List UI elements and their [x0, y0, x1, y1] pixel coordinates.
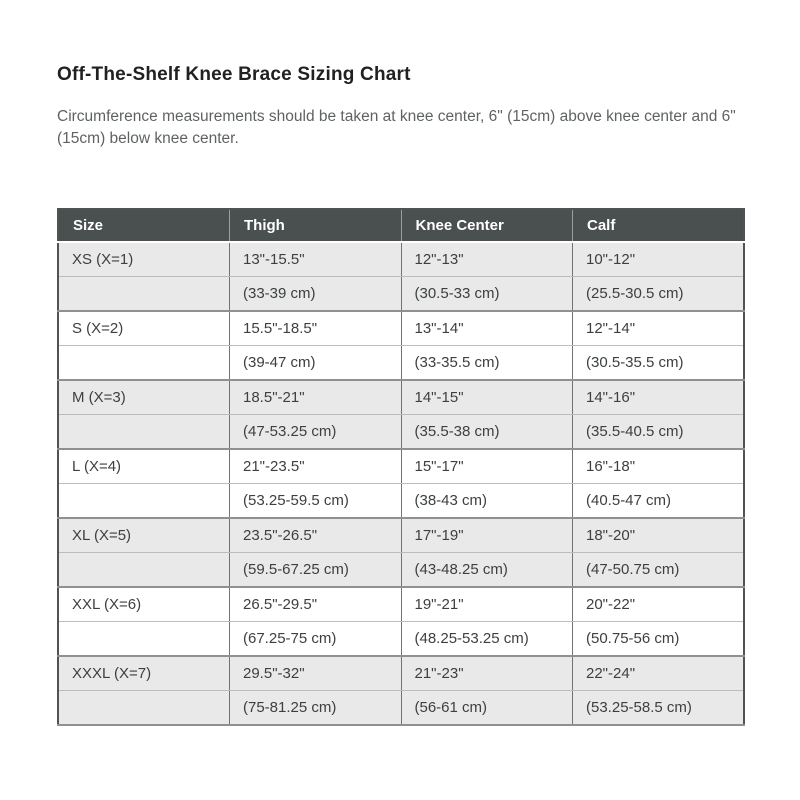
measurement-cell: (33-35.5 cm) — [401, 345, 573, 380]
table-row — [58, 587, 744, 622]
measurement-cell: 18.5"-21" — [230, 380, 402, 415]
table-row — [58, 311, 744, 346]
measurement-cell: (67.25-75 cm) — [230, 621, 402, 656]
table-header-row — [58, 209, 744, 242]
measurement-cell: 29.5"-32" — [230, 656, 402, 691]
size-cell: XXXL (X=7) — [58, 656, 230, 691]
table-row — [58, 552, 744, 587]
empty-size-cell — [58, 345, 230, 380]
empty-size-cell — [58, 552, 230, 587]
measurement-cell: 22"-24" — [573, 656, 745, 691]
measurement-cell: (35.5-40.5 cm) — [573, 414, 745, 449]
measurement-cell: (39-47 cm) — [230, 345, 402, 380]
size-cell: S (X=2) — [58, 311, 230, 346]
measurement-cell: (56-61 cm) — [401, 690, 573, 725]
measurement-cell: (59.5-67.25 cm) — [230, 552, 402, 587]
measurement-cell: (40.5-47 cm) — [573, 483, 745, 518]
column-header: Calf — [573, 209, 745, 242]
measurement-cell: 12"-13" — [401, 242, 573, 277]
sizing-table — [57, 208, 745, 726]
measurement-cell: (50.75-56 cm) — [573, 621, 745, 656]
table-row — [58, 242, 744, 277]
measurement-cell: (35.5-38 cm) — [401, 414, 573, 449]
measurement-cell: (75-81.25 cm) — [230, 690, 402, 725]
empty-size-cell — [58, 414, 230, 449]
size-cell: L (X=4) — [58, 449, 230, 484]
measurement-cell: (30.5-33 cm) — [401, 276, 573, 311]
measurement-cell: (48.25-53.25 cm) — [401, 621, 573, 656]
table-row — [58, 449, 744, 484]
table-row — [58, 621, 744, 656]
measurement-cell: (38-43 cm) — [401, 483, 573, 518]
measurement-cell: 17"-19" — [401, 518, 573, 553]
measurement-cell: 13"-15.5" — [230, 242, 402, 277]
measurement-cell: (33-39 cm) — [230, 276, 402, 311]
measurement-cell: 10"-12" — [573, 242, 745, 277]
measurement-cell: 21"-23.5" — [230, 449, 402, 484]
measurement-cell: 23.5"-26.5" — [230, 518, 402, 553]
measurement-cell: 18"-20" — [573, 518, 745, 553]
measurement-cell: 16"-18" — [573, 449, 745, 484]
page-description: Circumference measurements should be taken at knee center, 6" (15cm) above knee center and 6" (15cm) below knee center. — [57, 108, 736, 148]
measurement-cell: 14"-15" — [401, 380, 573, 415]
measurement-cell: 15.5"-18.5" — [230, 311, 402, 346]
size-cell: XL (X=5) — [58, 518, 230, 553]
column-header: Thigh — [230, 209, 402, 242]
measurement-cell: 19"-21" — [401, 587, 573, 622]
measurement-cell: 12"-14" — [573, 311, 745, 346]
table-body — [58, 242, 744, 725]
empty-size-cell — [58, 276, 230, 311]
measurement-cell: 15"-17" — [401, 449, 573, 484]
measurement-cell: 14"-16" — [573, 380, 745, 415]
table-row — [58, 380, 744, 415]
empty-size-cell — [58, 621, 230, 656]
measurement-cell: 20"-22" — [573, 587, 745, 622]
table-row — [58, 518, 744, 553]
measurement-cell: (30.5-35.5 cm) — [573, 345, 745, 380]
table-row — [58, 345, 744, 380]
table-row — [58, 656, 744, 691]
table-row — [58, 276, 744, 311]
column-header: Knee Center — [401, 209, 573, 242]
measurement-cell: 13"-14" — [401, 311, 573, 346]
measurement-cell: 26.5"-29.5" — [230, 587, 402, 622]
empty-size-cell — [58, 483, 230, 518]
column-header: Size — [58, 209, 230, 242]
size-cell: XS (X=1) — [58, 242, 230, 277]
measurement-cell: (53.25-58.5 cm) — [573, 690, 745, 725]
measurement-cell: (47-50.75 cm) — [573, 552, 745, 587]
measurement-cell: (43-48.25 cm) — [401, 552, 573, 587]
measurement-cell: (25.5-30.5 cm) — [573, 276, 745, 311]
table-row — [58, 414, 744, 449]
page-title: Off-The-Shelf Knee Brace Sizing Chart — [57, 64, 411, 85]
measurement-cell: (47-53.25 cm) — [230, 414, 402, 449]
measurement-cell: (53.25-59.5 cm) — [230, 483, 402, 518]
measurement-cell: 21"-23" — [401, 656, 573, 691]
size-cell: M (X=3) — [58, 380, 230, 415]
table-row — [58, 690, 744, 725]
table-row — [58, 483, 744, 518]
empty-size-cell — [58, 690, 230, 725]
table-header — [58, 209, 744, 242]
size-cell: XXL (X=6) — [58, 587, 230, 622]
